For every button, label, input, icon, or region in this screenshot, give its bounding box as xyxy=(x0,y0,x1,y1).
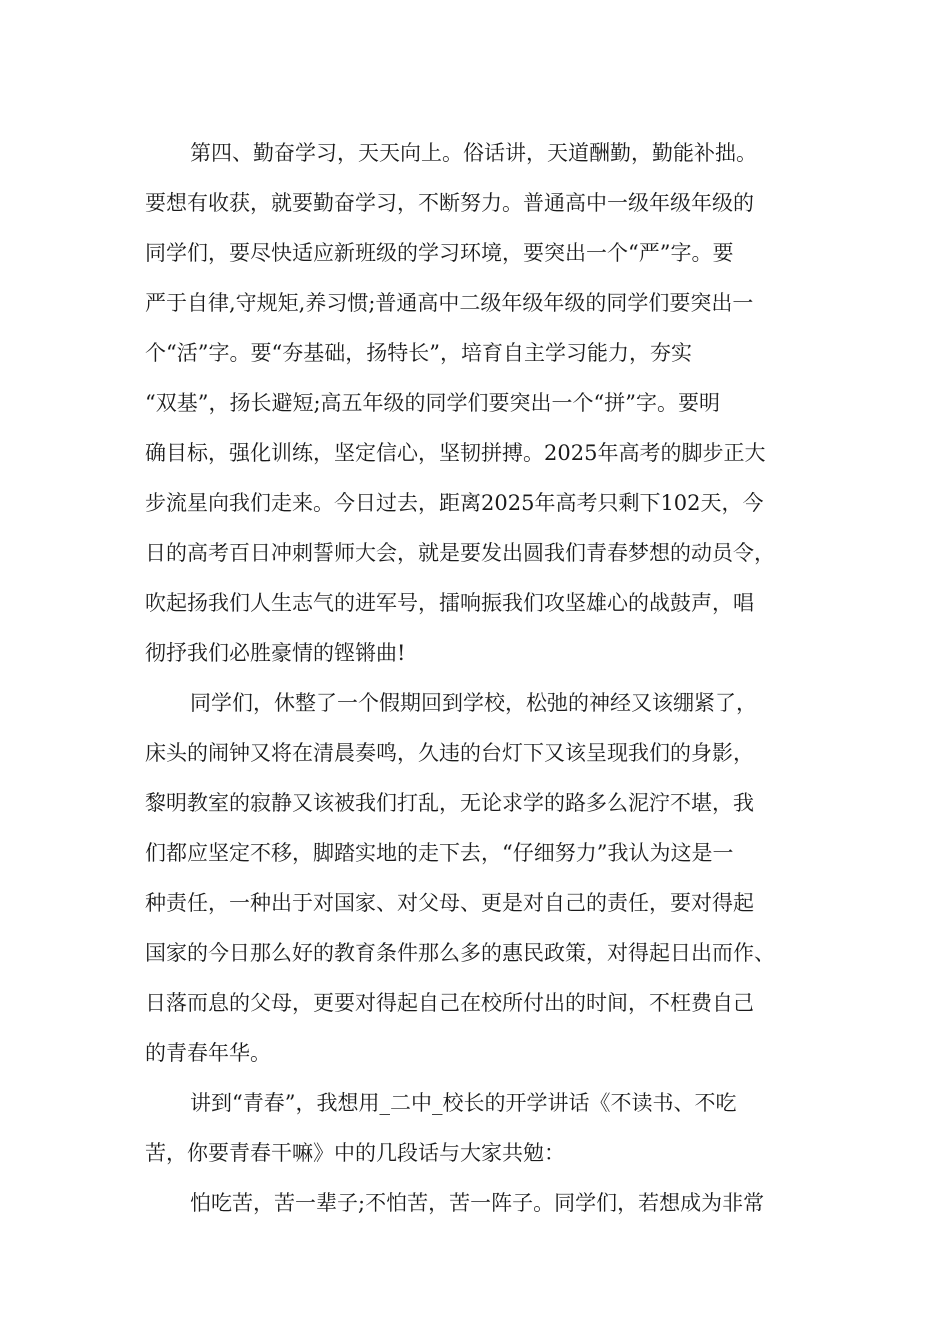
paragraph-line: 讲到“青春”，我想用_二中_校长的开学讲话《不读书、不吃 xyxy=(190,1091,737,1115)
paragraph-line: 的青春年华。 xyxy=(145,1041,271,1065)
paragraph-line: 日的高考百日冲刺誓师大会，就是要发出圆我们青春梦想的动员令， xyxy=(145,541,775,565)
paragraph-line: 个“活”字。要“夯基础，扬特长”，培育自主学习能力，夯实 xyxy=(145,341,692,365)
paragraph-line: 床头的闹钟又将在清晨奏鸣，久违的台灯下又该呈现我们的身影， xyxy=(145,741,754,765)
paragraph-line: 确目标，强化训练，坚定信心，坚韧拼搏。2025年高考的脚步正大 xyxy=(145,441,766,465)
paragraph-line: 要想有收获，就要勤奋学习，不断努力。普通高中一级年级年级的 xyxy=(145,191,754,215)
paragraph-line: 严于自律,守规矩,养习惯;普通高中二级年级年级的同学们要突出一 xyxy=(145,291,754,315)
paragraph-line: 苦，你要青春干嘛》中的几段话与大家共勉： xyxy=(145,1141,565,1165)
paragraph-line: 步流星向我们走来。今日过去，距离2025年高考只剩下102天，今 xyxy=(145,491,764,515)
paragraph-line: 们都应坚定不移，脚踏实地的走下去，“仔细努力”我认为这是一 xyxy=(145,841,734,865)
document-body xyxy=(145,128,825,1228)
paragraph-line: “双基”，扬长避短;高五年级的同学们要突出一个“拼”字。要明 xyxy=(145,391,721,415)
paragraph-line: 怕吃苦，苦一辈子;不怕苦，苦一阵子。同学们，若想成为非常 xyxy=(190,1191,765,1215)
paragraph-line: 同学们，要尽快适应新班级的学习环境，要突出一个“严”字。要 xyxy=(145,241,734,265)
paragraph-line: 黎明教室的寂静又该被我们打乱，无论求学的路多么泥泞不堪，我 xyxy=(145,791,754,815)
paragraph-line: 吹起扬我们人生志气的进军号，擂响振我们攻坚雄心的战鼓声，唱 xyxy=(145,591,754,615)
paragraph-line: 同学们，休整了一个假期回到学校，松弛的神经又该绷紧了， xyxy=(190,691,757,715)
paragraph-line: 第四、勤奋学习，天天向上。俗话讲，天道酬勤，勤能补拙。 xyxy=(190,141,757,165)
paragraph-line: 种责任，一种出于对国家、对父母、更是对自己的责任，要对得起 xyxy=(145,891,754,915)
paragraph-line: 彻抒我们必胜豪情的铿锵曲! xyxy=(145,641,406,665)
paragraph-line: 国家的今日那么好的教育条件那么多的惠民政策，对得起日出而作、 xyxy=(145,941,775,965)
paragraph-line: 日落而息的父母，更要对得起自己在校所付出的时间，不枉费自己 xyxy=(145,991,754,1015)
